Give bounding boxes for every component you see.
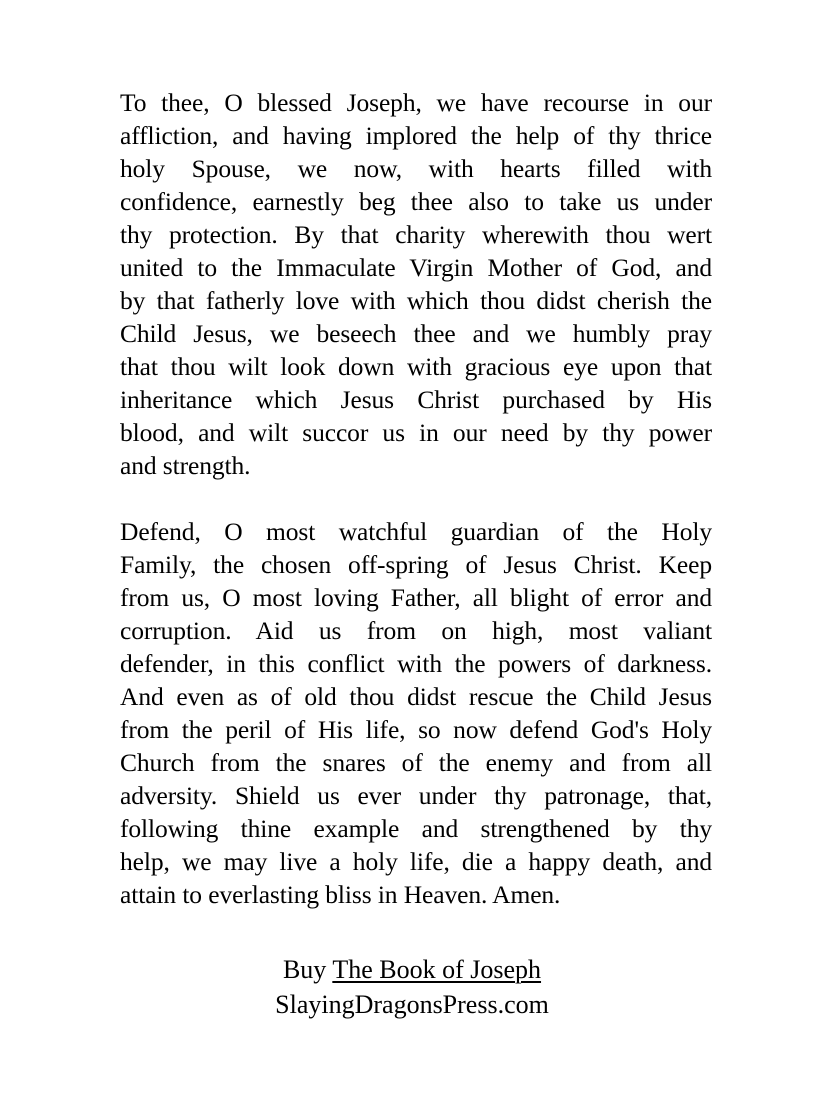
text-line: And even as of old thou didst rescue the Child Jesus	[120, 682, 712, 711]
paragraph-1	[120, 86, 712, 482]
text-line: following thine example and strengthened by thy	[120, 814, 712, 843]
text-line: inheritance which Jesus Christ purchased by His	[120, 385, 712, 414]
text-line: To thee, O blessed Joseph, we have recourse in our	[120, 88, 712, 117]
text-line: confidence, earnestly beg thee also to take us under	[120, 187, 712, 216]
text-line: Family, the chosen off-spring of Jesus Christ. Keep	[120, 550, 712, 579]
prayer-text	[120, 86, 712, 911]
buy-line	[0, 952, 824, 987]
text-line: holy Spouse, we now, with hearts filled with	[120, 154, 712, 183]
text-line: affliction, and having implored the help of thy thrice	[120, 121, 712, 150]
text-line: corruption. Aid us from on high, most valiant	[120, 616, 712, 645]
text-line: help, we may live a holy life, die a happy death, and	[120, 847, 712, 876]
text-line: blood, and wilt succor us in our need by thy power	[120, 418, 712, 447]
website-text: SlayingDragonsPress.com	[275, 990, 549, 1019]
paragraph-2	[120, 515, 712, 911]
text-line: Child Jesus, we beseech thee and we humbly pray	[120, 319, 712, 348]
text-line: by that fatherly love with which thou didst cherish the	[120, 286, 712, 315]
text-line: adversity. Shield us ever under thy patronage, that,	[120, 781, 712, 810]
text-line: that thou wilt look down with gracious eye upon that	[120, 352, 712, 381]
text-line: from us, O most loving Father, all blight of error and	[120, 583, 712, 612]
footer	[0, 952, 824, 1022]
text-line: and strength.	[120, 451, 251, 480]
text-line: Defend, O most watchful guardian of the Holy	[120, 517, 712, 546]
book-link[interactable]: The Book of Joseph	[332, 955, 542, 984]
text-line: Church from the snares of the enemy and from all	[120, 748, 712, 777]
text-line: attain to everlasting bliss in Heaven. Amen.	[120, 880, 561, 909]
text-line: thy protection. By that charity wherewith thou wert	[120, 220, 712, 249]
text-line: united to the Immaculate Virgin Mother of God, and	[120, 253, 712, 282]
buy-prefix: Buy	[282, 955, 333, 984]
text-line: from the peril of His life, so now defend God's Holy	[120, 715, 712, 744]
text-line: defender, in this conflict with the powers of darkness.	[120, 649, 712, 678]
